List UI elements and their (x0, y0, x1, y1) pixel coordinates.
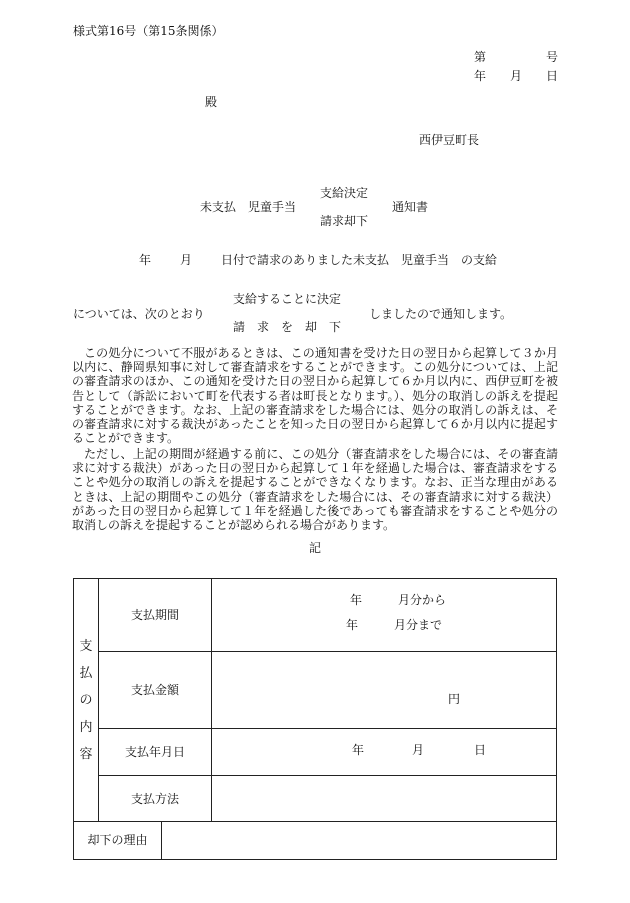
intro-text: 日付で請求のありました未支払 児童手当 の支給 (221, 253, 498, 267)
intro-year: 年 (139, 253, 152, 267)
date-day: 日 (546, 69, 559, 83)
group-char: の (79, 692, 93, 708)
date-month: 月 (510, 69, 523, 83)
ref-go: 号 (546, 50, 559, 64)
amount-label: 支払金額 (99, 651, 212, 728)
title-option-reject: 請求却下 (320, 214, 369, 228)
period-label: 支払期間 (99, 579, 212, 652)
period-value[interactable] (212, 579, 557, 652)
payment-method-value[interactable] (212, 775, 557, 821)
group-char: 内 (79, 719, 93, 735)
payment-date-label: 支払年月日 (99, 729, 212, 775)
payment-group-label (74, 579, 99, 822)
group-char: 払 (79, 665, 93, 681)
addressee-suffix: 殿 (205, 95, 218, 109)
group-char: 支 (79, 638, 93, 654)
period-to-suffix: 月分まで (394, 618, 443, 632)
title-right: 通知書 (392, 200, 429, 214)
notice-paragraph-2: ただし、上記の期間が経過する前に、この処分（審査請求をした場合には、その審査請求に対する裁決）があった日の翌日から起算して１年を経過した場合は、審査請求をすることや処分の取消しの訴えを提起することができなくなります。なお、正当な理由があるときは、上記の期間やこの処分（審査請求をした場合には、その審査請求に対する裁決）があった日の翌日から起算して１年を経過した後であっても審査請求をすることや処分の取消しの訴えを提起することが認められる場合があります。 (72, 447, 558, 533)
notice-paragraph-1: この処分について不服があるときは、この通知書を受けた日の翌日から起算して３か月以内に、静岡県知事に対して審査請求をすることができます。この処分については、上記の審査請求のほか、この通知を受けた日の翌日から起算して６か月以内に、西伊豆町を被告として（訴訟において町を代表する者は町長となります。）、処分の取消しの訴えを提起することができます。なお、上記の審査請求をした場合には、処分の取消しの訴えは、その審査請求に対する裁決があったことを知った日の翌日から起算して６か月以内に提起することができます。 (72, 346, 558, 446)
ref-dai: 第 (474, 50, 487, 64)
payment-date-day: 日 (474, 743, 487, 758)
title-left: 未支払 児童手当 (200, 200, 297, 214)
date-year: 年 (474, 69, 487, 83)
form-number: 様式第16号（第15条関係） (73, 24, 224, 38)
rejection-row (73, 821, 557, 860)
period-from-year: 年 (350, 593, 363, 607)
rejection-reason-field[interactable] (163, 821, 556, 859)
decision-option-grant: 支給することに決定 (233, 292, 342, 306)
amount-value[interactable] (212, 651, 557, 728)
payment-table (73, 578, 557, 822)
payment-date-value[interactable] (212, 729, 557, 775)
period-from-suffix: 月分から (398, 593, 447, 607)
title-option-grant: 支給決定 (320, 186, 369, 200)
issuer: 西伊豆町長 (419, 133, 480, 147)
decision-option-reject: 請 求 を 却 下 (233, 320, 342, 334)
payment-method-label: 支払方法 (99, 775, 212, 821)
payment-date-year: 年 (352, 743, 365, 758)
period-to-year: 年 (346, 618, 359, 632)
intro-month: 月 (180, 253, 193, 267)
rejection-label: 却下の理由 (74, 821, 162, 859)
decision-left: については、次のとおり (73, 307, 205, 321)
decision-right: しましたので通知します。 (369, 307, 513, 321)
amount-unit: 円 (448, 691, 461, 706)
ki-marker: 記 (309, 541, 322, 555)
group-char: 容 (79, 746, 93, 762)
payment-date-month: 月 (412, 743, 425, 758)
